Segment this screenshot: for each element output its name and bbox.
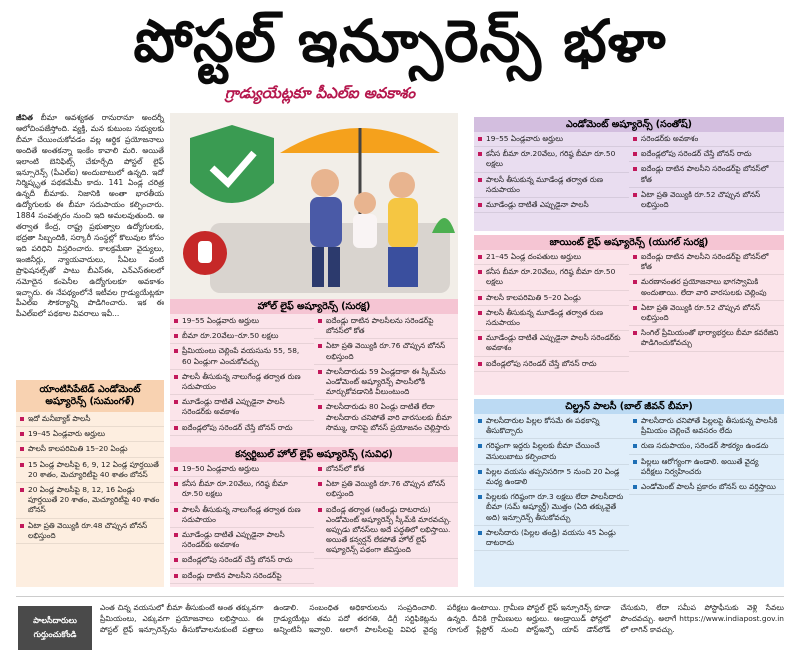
list-item: పాలసీ తీసుకున్న మూడేండ్ల తర్వాత రుణ సదుపాయం: [474, 173, 629, 198]
family-illustration: [170, 113, 458, 299]
list-item: 20 ఏండ్ల పాలసీపై 8, 12, 16 ఏండ్లు పూర్తయితే 20 శాతం, మెచ్యూరిటీపై 40 శాతం బోనస్: [16, 483, 164, 519]
list-item: ఎండోమెంట్ పాలసీ ప్రకారం బోనస్ లు వర్తిస్తాయి: [629, 480, 784, 495]
list-item: ఐదేండ్లలోపు సరెండర్ చేస్తే బోనస్ రాదు: [629, 147, 784, 162]
list-item: పిల్లల వయసు తప్పనిసరిగా 5 నుంచి 20 ఏండ్ల మధ్య ఉండాలి: [474, 465, 629, 490]
children-right: [629, 414, 784, 551]
list-item: పాలసీదారుడు 80 ఏండ్లు దాటితే లేదా పాలసీదారు చనిపోతే వారి వారసులకు బీమా సొమ్ము, దానిపై బోనస్ ప్రయోజనం చెల్లిస్తారు: [314, 400, 458, 436]
whole-life-box: [170, 299, 458, 447]
list-item: మూడేండ్లు దాటితే ఎప్పుడైనా పాలసీ సరెండర్‌కు అవకాశం: [170, 395, 314, 420]
list-item: 19–45 ఏండ్లవారు అర్హులు: [16, 427, 164, 442]
list-item: కనీస బీమా రూ.20వేలు, గరిష్ఠ బీమా రూ.50 లక్షలు: [474, 265, 629, 290]
list-item: ఏటా ప్రతి వెయ్యికి రూ.52 చొప్పున బోనస్ లభిస్తుంది: [629, 188, 784, 213]
convertible-box: [170, 447, 458, 587]
subhead: గ్రాడ్యుయేట్లకూ పీఎల్ఐ అవకాశం: [224, 84, 416, 102]
anticipated-list: [16, 412, 164, 544]
joint-life-left: [474, 250, 629, 372]
joint-life-box: [474, 235, 784, 395]
list-item: 19–55 ఏండ్లవారు అర్హులు: [474, 132, 629, 147]
children-left: [474, 414, 629, 551]
convertible-right: [314, 462, 458, 584]
whole-life-right: [314, 314, 458, 436]
list-item: ఏటా ప్రతి వెయ్యికి రూ.76 చొప్పున బోనస్ లభిస్తుంది: [314, 477, 458, 502]
list-item: పాలసీ తీసుకున్న నాలుగేండ్ల తర్వాత రుణ సదుపాయం: [170, 370, 314, 395]
list-item: ఐదేండ్లు దాటిన పాలసీని సరెండర్‌పై బోనస్‌లో కోత: [629, 162, 784, 187]
endowment-left: [474, 132, 629, 213]
footer-divider: [16, 596, 784, 597]
list-item: బోనస్‌లో కోత: [314, 462, 458, 477]
children-box: [474, 399, 784, 587]
intro-body: బీమా ఆవశ్యకత రానురానూ అందర్నీ ఆలోచింపజేస్తోంది. వ్యక్తి, మన కుటుంబ సభ్యులకు బీమా చేయించుకోవడం వల్ల ఆర్థిక ప్రయోజనాలు అందితే అంతకన్నా ఇంకేం కావాలి మరి. అయితే ఇలాంటి బెనిఫిట్స్ చేకూర్చేది పోస్టల్ లైఫ్ ఇన్సూరెన్స్ (పీఎల్ఐ) అందుబాటులో ఉన్నది. ఇదో నిర్మిష్కృత పథకమేమీ కాదు. 141 ఏండ్ల చరిత్ర ఉన్నదీ బీమాకు. నిజానికి అంతా భారతీయ ఉద్యోగులకు ఈ బీమా సదుపాయం కల్పించారు. 1884 సంవత్సరం నుంచి ఇది అమలవుతుంది. ఆ తర్వాత కేంద్ర, రాష్ట్ర ప్రభుత్వాల ఉద్యోగులకు, భద్రతా సిబ్బందికి, సర్కారీ సంస్థల్లో కొలువుల కోసం ఇది పరిధిని విస్తరించారు. కాలక్రమేణా వైద్యులు, ఇంజినీర్లు, న్యాయవాదులు, సీఏలు వంటి ప్రొఫెషనల్స్‌తో పాటు బీఎస్ఈ, ఎన్ఎస్ఈలలో నమోదైన కంపెనీల ఉద్యోగులకూ అవకాశం ఇచ్చారు. ఈ నేపథ్యంలోనే ఇటీవల గ్రాడ్యుయేట్లకూ పీఎల్ఐ సౌకర్యాన్ని పొడిగించారు. ఇక ఈ పీఎల్ఐలో పథకాల వివరాలు ఇవీ...: [16, 113, 164, 319]
list-item: మూడేండ్లు దాటితే ఎప్పుడైనా పాలసీ: [474, 198, 629, 213]
list-item: పాలసీ తీసుకున్న నాలుగేండ్ల తర్వాత రుణ సదుపాయం: [170, 503, 314, 528]
list-item: పాలసీ కాలపరిమితి 15–20 ఏండ్లు: [16, 442, 164, 457]
list-item: 15 ఏండ్ల పాలసీపై 6, 9, 12 ఏండ్ల పూర్తయితే 20 శాతం, మెచ్యూరిటీపై 40 శాతం బోనస్: [16, 458, 164, 483]
list-item: పిల్లలు ఆరోగ్యంగా ఉండాలి. అయితే వైద్య పరీక్షలు నిర్వహించరు: [629, 455, 784, 480]
list-item: ఐదేండ్లు దాటిన పాలసీని సరెండర్‌పై: [170, 569, 314, 584]
list-item: పిల్లలకు గరిష్ఠంగా రూ.3 లక్షలు లేదా పాలసీదారు బీమా (సమ్ అష్యూర్డ్) మొత్తం (ఏది తక్కువైతే అది) ఇన్సూరెన్స్ తీసుకోవచ్చు: [474, 490, 629, 526]
joint-life-right: [629, 250, 784, 372]
list-item: పాలసీ కాలపరిమితి 5–20 ఏండ్లు: [474, 291, 629, 306]
list-item: మూడేండ్లు దాటితే ఎప్పుడైనా పాలసీ సరెండర్‌కు అవకాశం: [170, 528, 314, 553]
list-item: ఏటా ప్రతి వెయ్యికి రూ.76 చొప్పున బోనస్ లభిస్తుంది: [314, 339, 458, 364]
footer-text: ఎంత చిన్న వయసులో బీమా తీసుకుంటే అంత తక్కువగా ప్రీమియంలు, ఎక్కువగా ప్రయోజనాలు లభిస్తాయి. ఈ పోస్టల్ లైఫ్ ఇన్సూరెన్స్‌ను తీసుకోవాలనుకుంటే పత్రాలు ఉండాలి. సంబంధిత అధికారులను సంప్రదించాలి. గ్రాడ్యుయేట్లు తమ పదో తరగతి, డిగ్రీ సర్టిఫికెట్లను అన్నింటినీ ఇవ్వాలి. అలాగే పాలసీలపై వివిధ వైద్య పరీక్షలు ఉంటాయి. గ్రామీణ పోస్టల్ లైఫ్ ఇన్సూరెన్స్ కూడా ఉన్నది. దీనికి గ్రామీణులు అర్హులు. ఆండ్రాయిడ్ ఫోన్లలో గూగుల్ ప్లేస్టోర్ నుంచి పోస్ట్‌ఇన్ఫో యాప్ డౌన్‌లోడ్ చేసుకుని, లేదా సమీప పోస్టాఫీసుకు వెళ్లి సేవలు పొందవచ్చు. అలాగే https://www.indiapost.gov.in లో లాగిన్ కావచ్చు.: [100, 603, 784, 634]
list-item: గరిష్ఠంగా ఇద్దరు పిల్లలకు బీమా చేయించే వెసులుబాటు కల్పించారు: [474, 439, 629, 464]
whole-life-title: హోల్ లైఫ్ అష్యూరెన్స్ (సురక్ష): [170, 299, 458, 314]
list-item: ఐదేండ్లలోపు సరెండర్ చేస్తే బోనస్ రాదు: [170, 553, 314, 568]
list-item: 21–45 ఏండ్ల దంపతులు అర్హులు: [474, 250, 629, 265]
list-item: ఏటా ప్రతి వెయ్యికి రూ.48 చొప్పున బోనస్ లభిస్తుంది: [16, 519, 164, 544]
endowment-box: [474, 117, 784, 231]
list-item: పాలసీదారుడు 59 ఏండ్లదాకా ఈ స్కీమ్‌ను ఎండోమెంట్ అష్యూరెన్స్ పాలసీలోకి మార్చుకోవడానికి వీలుంటుంది: [314, 365, 458, 401]
convertible-left: [170, 462, 314, 584]
children-title: చిల్డ్రన్ పాలసీ (బాల్ జీవన్ బీమా): [474, 399, 784, 414]
list-item: ఐదేండ్లు దాటిన పాలసీలను సరెండర్‌పై బోనస్‌లో కోత: [314, 314, 458, 339]
list-item: పాలసీదారు చనిపోతే పిల్లలపై తీసుకున్న పాలసీకి ప్రీమియం చెల్లించే అవసరం లేదు: [629, 414, 784, 439]
list-item: పాలసీ తీసుకున్న మూడేండ్ల తర్వాత రుణ సదుపాయం: [474, 306, 629, 331]
family-umbrella-illustration: [170, 113, 458, 299]
list-item: ప్రీమియంలు చెల్లింపే వయసును 55, 58, 60 ఏండ్లుగా ఎంచుకోవచ్చు: [170, 344, 314, 369]
list-item: 19–50 ఏండ్లవారు అర్హులు: [170, 462, 314, 477]
list-item: మరణానంతర ప్రయోజనాలు భాగస్వామికి అందుతాయి. లేదా వారి వారసులకు చెల్లింపు: [629, 275, 784, 300]
list-item: బీమా రూ.20వేలు–రూ.50 లక్షలు: [170, 329, 314, 344]
list-item: సరెండర్‌కు అవకాశం: [629, 132, 784, 147]
anticipated-title: యాంటిసిపేటెడ్ ఎండోమెంట్ అష్యూరెన్స్ (సుమంగళ్): [16, 380, 164, 412]
list-item: ఏటా ప్రతి వెయ్యికి రూ.52 చొప్పున బోనస్ లభిస్తుంది: [629, 301, 784, 326]
list-item: రుణ సదుపాయం, సరెండర్ సౌకర్యం ఉండదు: [629, 439, 784, 454]
endowment-title: ఎండోమెంట్ అష్యూరెన్స్ (సంతోష్): [474, 117, 784, 132]
footer-label: పాలసీదారులు గుర్తుంచుకోండి: [18, 606, 92, 650]
joint-life-title: జాయింట్ లైఫ్ అష్యూరెన్స్ (యుగల్ సురక్ష): [474, 235, 784, 250]
list-item: పాలసీదారుల పిల్లల కోసమే ఈ పథకాన్ని తీసుకొచ్చారు: [474, 414, 629, 439]
intro-text: [16, 113, 164, 373]
list-item: కనీస బీమా రూ.20వేలు, గరిష్ఠ బీమా రూ.50 లక్షలు: [170, 477, 314, 502]
list-item: ఐదేండ్లలోపు సరెండర్ చేస్తే బోనస్ రాదు: [170, 421, 314, 436]
convertible-title: కన్వర్టిబుల్ హోల్ లైఫ్ అష్యూరెన్స్ (సువిధ): [170, 447, 458, 462]
whole-life-left: [170, 314, 314, 436]
list-item: ఐదేండ్లు దాటిన పాలసీని సరెండర్‌పై బోనస్‌లో కోత: [629, 250, 784, 275]
list-item: 19–55 ఏండ్లవారు అర్హులు: [170, 314, 314, 329]
endowment-right: [629, 132, 784, 213]
list-item: ఐదేండ్ల తర్వాత (ఆరేండ్లు దాటరాదు) ఎండోమెంట్ అష్యూరెన్స్ స్కీమ్‌కి మారవచ్చు. అప్పుడు బోనస్‌లు అదే పద్ధతిలో లభిస్తాయి. అయితే కన్వర్షన్ లేకపోతే హోల్ లైఫ్ అష్యూరెన్స్ పథంగా జీవిస్తుంది: [314, 503, 458, 559]
list-item: ఇదో మనీబ్యాక్ పాలసీ: [16, 412, 164, 427]
list-item: మూడేండ్లు దాటితే ఎప్పుడైనా పాలసీ సరెండర్‌కు అవకాశం: [474, 331, 629, 356]
headline: పోస్టల్ ఇన్సూరెన్స్ భళా: [133, 7, 667, 75]
intro-lead: జీవిత: [16, 113, 33, 122]
list-item: సింగిల్ ప్రీమియంతో భార్యాభర్తలు బీమా కవరేజిని పొడిగించుకోవచ్చు: [629, 326, 784, 351]
list-item: పాలసీదారు (పిల్లల తండ్రి) వయసు 45 ఏండ్లు దాటరాదు: [474, 526, 629, 551]
list-item: కనీస బీమా రూ.20వేలు, గరిష్ఠ బీమా రూ.50 లక్షలు: [474, 147, 629, 172]
list-item: ఐదేండ్లలోపు సరెండర్ చేస్తే బోనస్ రాదు: [474, 357, 629, 372]
anticipated-box: [16, 380, 164, 587]
